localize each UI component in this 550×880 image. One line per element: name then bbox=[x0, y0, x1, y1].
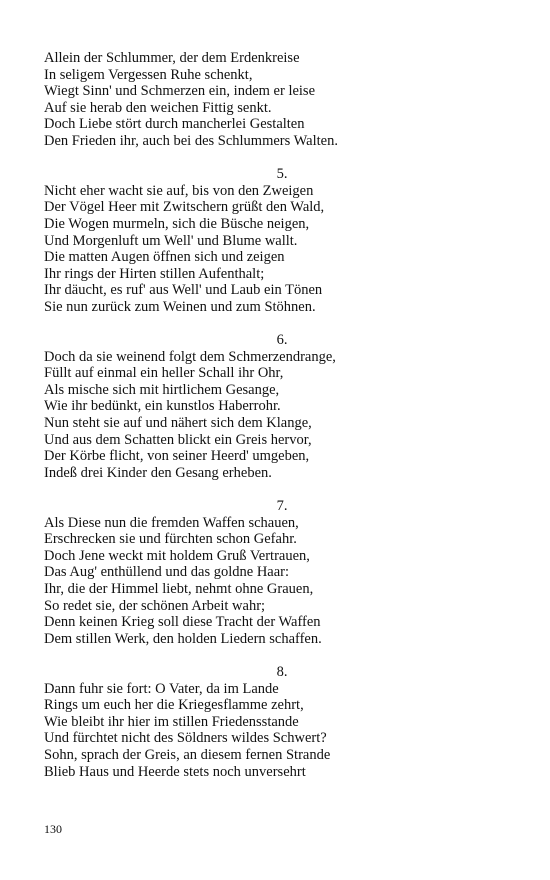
verse-line: Die Wogen murmeln, sich die Büsche neigen, bbox=[44, 215, 310, 232]
verse-line: Rings um euch her die Kriegesflamme zehrt, bbox=[44, 697, 304, 714]
verse-line: Und fürchtet nicht des Söldners wildes Schwert? bbox=[44, 730, 327, 747]
verse-line: Sie nun zurück zum Weinen und zum Stöhnen. bbox=[44, 298, 316, 315]
page-number: 130 bbox=[44, 822, 62, 836]
verse-line: Wiegt Sinn' und Schmerzen ein, indem er leise bbox=[44, 83, 316, 100]
verse-line: Doch da sie weinend folgt dem Schmerzendrange, bbox=[44, 348, 336, 365]
verse-line: Der Körbe flicht, von seiner Heerd' umgeben, bbox=[44, 448, 310, 465]
stanza-number: 7. bbox=[276, 498, 288, 515]
verse-line: Sohn, sprach der Greis, an diesem fernen Strande bbox=[44, 746, 331, 763]
verse-line: Dem stillen Werk, den holden Liedern schaffen. bbox=[44, 630, 322, 647]
verse-line: Als mische sich mit hirtlichem Gesange, bbox=[44, 381, 280, 398]
verse-line: Der Vögel Heer mit Zwitschern grüßt den Wald, bbox=[44, 199, 325, 216]
verse-line: Das Aug' enthüllend und das goldne Haar: bbox=[44, 564, 290, 581]
verse-line: Den Frieden ihr, auch bei des Schlummers Walten. bbox=[44, 132, 338, 149]
verse-line: Indeß drei Kinder den Gesang erheben. bbox=[44, 464, 272, 481]
verse-line: Die matten Augen öffnen sich und zeigen bbox=[44, 249, 285, 266]
verse-line: Blieb Haus und Heerde stets noch unversehrt bbox=[44, 763, 306, 780]
verse-line: Ihr rings der Hirten stillen Aufenthalt; bbox=[44, 265, 265, 282]
stanza bbox=[44, 50, 514, 150]
verse-line: Ihr däucht, es ruf' aus Well' und Laub ein Tönen bbox=[44, 282, 323, 299]
verse-line: Ihr, die der Himmel liebt, nehmt ohne Grauen, bbox=[44, 581, 314, 597]
stanza-number: 6. bbox=[276, 332, 288, 349]
verse-line: Doch Liebe stört durch mancherlei Gestalten bbox=[44, 116, 305, 133]
verse-line: Allein der Schlummer, der dem Erdenkreise bbox=[44, 50, 300, 66]
verse-line: Doch Jene weckt mit holdem Gruß Vertrauen, bbox=[44, 547, 310, 564]
verse-line: Erschrecken sie und fürchten schon Gefahr. bbox=[44, 531, 297, 548]
verse-line: Nicht eher wacht sie auf, bis von den Zweigen bbox=[44, 182, 314, 199]
stanza bbox=[44, 166, 514, 315]
stanza bbox=[44, 664, 514, 780]
poem-text bbox=[44, 50, 514, 797]
verse-line: So redet sie, der schönen Arbeit wahr; bbox=[44, 597, 266, 614]
verse-line: Auf sie herab den weichen Fittig senkt. bbox=[44, 99, 272, 116]
verse-line: Nun steht sie auf und nähert sich dem Klange, bbox=[44, 415, 312, 432]
stanza-number: 8. bbox=[276, 663, 288, 680]
verse-line: Und aus dem Schatten blickt ein Greis hervor, bbox=[44, 431, 312, 448]
stanza-number: 5. bbox=[276, 166, 288, 183]
stanza bbox=[44, 498, 514, 647]
verse-line: Wie bleibt ihr hier im stillen Friedensstande bbox=[44, 713, 299, 730]
verse-line: Dann fuhr sie fort: O Vater, da im Lande bbox=[44, 680, 279, 697]
verse-line: Wie ihr bedünkt, ein kunstlos Haberrohr. bbox=[44, 398, 281, 415]
verse-line: Als Diese nun die fremden Waffen schauen, bbox=[44, 514, 299, 531]
verse-line: Füllt auf einmal ein heller Schall ihr Ohr, bbox=[44, 365, 284, 382]
verse-line: In seligem Vergessen Ruhe schenkt, bbox=[44, 66, 253, 83]
stanza bbox=[44, 332, 514, 481]
verse-line: Denn keinen Krieg soll diese Tracht der Waffen bbox=[44, 614, 321, 631]
verse-line: Und Morgenluft um Well' und Blume wallt. bbox=[44, 232, 298, 249]
